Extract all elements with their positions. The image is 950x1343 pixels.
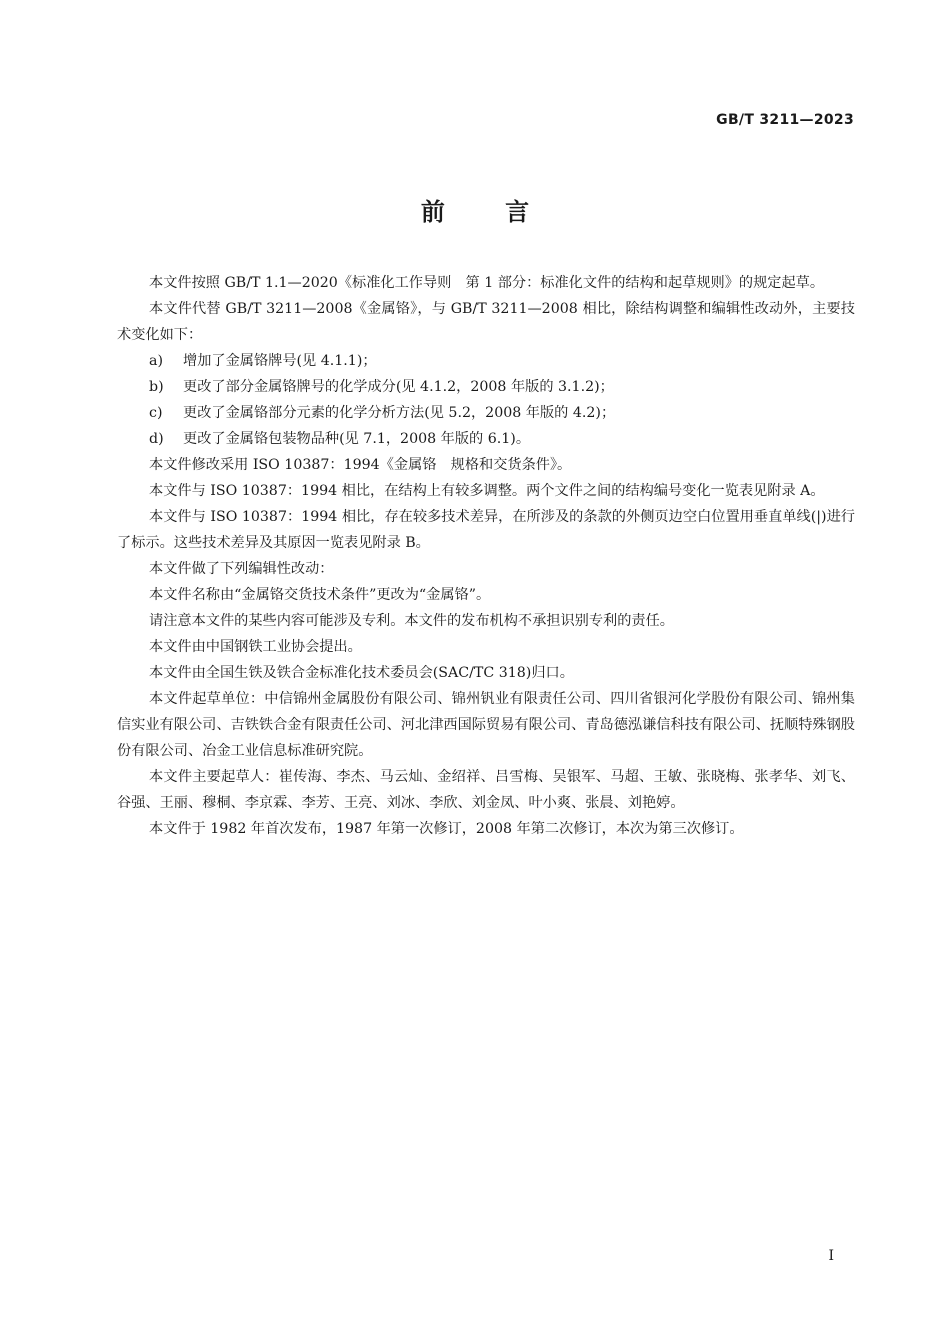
list-item-marker: d) [149, 431, 164, 447]
list-item-marker: b) [149, 379, 164, 395]
paragraph-technical-differences: 本文件与 ISO 10387：1994 相比，存在较多技术差异，在所涉及的条款的外侧页边空白位置用垂直单线(|)进行了标示。这些技术差异及其原因一览表见附录 B。 [117, 509, 855, 551]
list-item-marker: a) [149, 353, 163, 369]
list-item-change-c [117, 400, 855, 426]
page-title: 前 言 [420, 198, 530, 226]
list-item-marker: c) [149, 405, 163, 421]
list-item-text: 更改了金属铬包装物品种(见 7.1，2008 年版的 6.1)。 [183, 431, 531, 447]
paragraph-structure-changes: 本文件与 ISO 10387：1994 相比，在结构上有较多调整。两个文件之间的结构编号变化一览表见附录 A。 [149, 483, 825, 499]
paragraph-editorial-rename: 本文件名称由“金属铬交货技术条件”更改为“金属铬”。 [149, 587, 491, 603]
list-item-text: 更改了金属铬部分元素的化学分析方法(见 5.2，2008 年版的 4.2)； [183, 405, 616, 421]
paragraph-committee: 本文件由全国生铁及铁合金标准化技术委员会(SAC/TC 318)归口。 [149, 665, 574, 681]
foreword-body [117, 270, 855, 842]
paragraph-proposer: 本文件由中国钢铁工业协会提出。 [149, 639, 362, 655]
paragraph-replacement: 本文件代替 GB/T 3211—2008《金属铬》，与 GB/T 3211—2008 相比，除结构调整和编辑性改动外，主要技术变化如下： [117, 301, 855, 343]
list-item-text: 更改了部分金属铬牌号的化学成分(见 4.1.2，2008 年版的 3.1.2)； [183, 379, 614, 395]
paragraph-drafting-rules: 本文件按照 GB/T 1.1—2020《标准化工作导则 第 1 部分：标准化文件的结构和起草规则》的规定起草。 [149, 275, 825, 291]
paragraph-patent-notice: 请注意本文件的某些内容可能涉及专利。本文件的发布机构不承担识别专利的责任。 [149, 613, 674, 629]
paragraph-history: 本文件于 1982 年首次发布，1987 年第一次修订，2008 年第二次修订，本次为第三次修订。 [149, 821, 744, 837]
list-item-change-b [117, 374, 855, 400]
standard-code: GB/T 3211—2023 [716, 112, 854, 128]
list-item-change-d [117, 426, 855, 452]
paragraph-editorial-intro: 本文件做了下列编辑性改动： [149, 561, 334, 577]
list-item-text: 增加了金属铬牌号(见 4.1.1)； [183, 353, 377, 369]
paragraph-iso-adoption: 本文件修改采用 ISO 10387：1994《金属铬 规格和交货条件》。 [149, 457, 572, 473]
page-number: I [828, 1248, 834, 1264]
paragraph-drafters: 本文件主要起草人：崔传海、李杰、马云灿、金绍祥、吕雪梅、吴银军、马超、王敏、张晓梅、张孝华、刘飞、谷强、王丽、穆桐、李京霖、李芳、王亮、刘冰、李欣、刘金凤、叶小爽、张晨、刘艳婷。 [117, 769, 855, 811]
paragraph-drafting-units: 本文件起草单位：中信锦州金属股份有限公司、锦州钒业有限责任公司、四川省银河化学股份有限公司、锦州集信实业有限公司、吉铁铁合金有限责任公司、河北津西国际贸易有限公司、青岛德泓谦信科技有限公司、抚顺特殊钢股份有限公司、冶金工业信息标准研究院。 [117, 691, 855, 759]
list-item-change-a [117, 348, 855, 374]
